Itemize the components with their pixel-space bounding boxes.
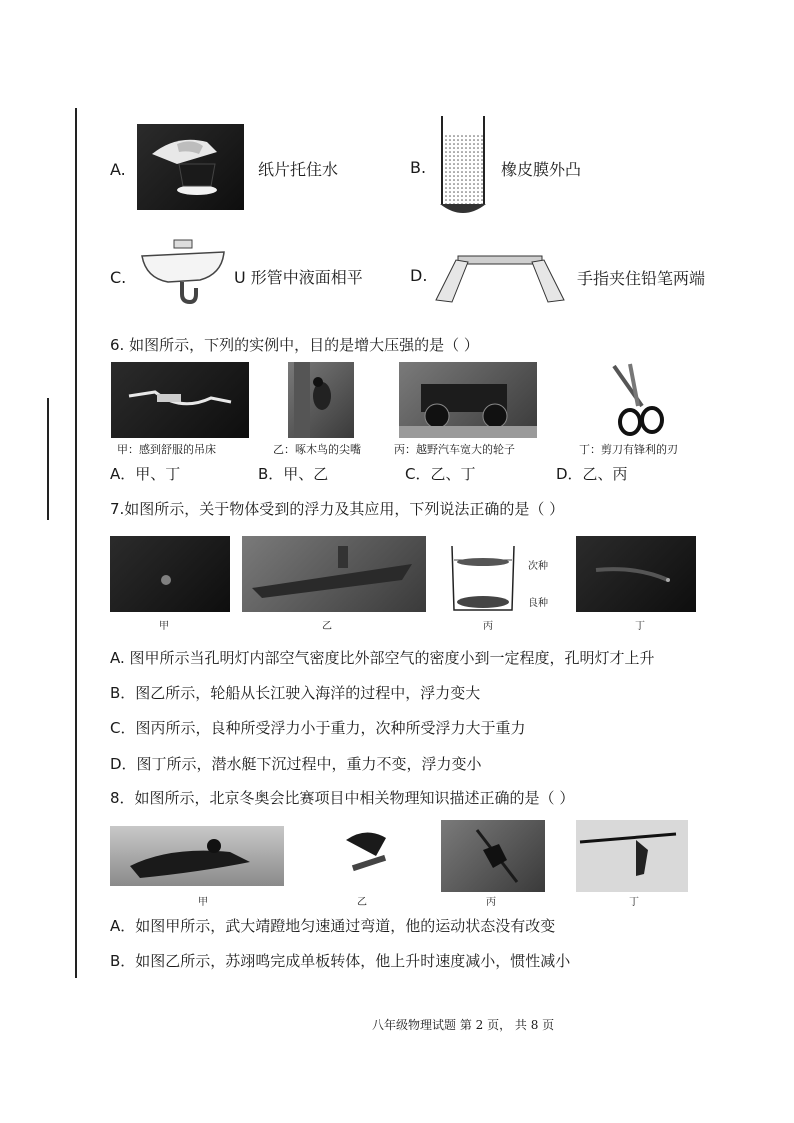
q7-caption-bing: 丙 [483,621,493,632]
q6-caption-woodpecker: 乙：啄木鸟的尖嘴 [273,443,361,456]
q6-option-b: B．甲、乙 [258,465,329,483]
q6-caption-hammock: 甲：感到舒服的吊床 [117,443,216,456]
beaker-illustration [448,542,518,614]
margin-line [75,108,77,978]
aerial-skier-illustration [441,820,545,892]
q6-option-a: A．甲、丁 [110,465,181,483]
q8-caption-jia: 甲 [198,897,208,908]
q5-image-b-rubber-membrane [432,114,494,222]
q6-caption-scissors: 丁：剪刀有锋利的刃 [579,443,678,456]
q6-image-woodpecker [288,362,354,438]
q5-option-c-letter: C. [110,268,127,287]
ship-illustration [242,536,426,612]
q5-image-d-fingers-pencil [432,246,568,306]
margin-line-mark [47,398,49,520]
q5-option-d-text: 手指夹住铅笔两端 [577,269,706,288]
tube-membrane-illustration [432,114,494,222]
q7-option-b: B．图乙所示，轮船从长江驶入海洋的过程中，浮力变大 [110,684,481,702]
lantern-illustration [110,536,230,612]
q5-option-d-letter: D. [410,266,428,285]
q8-option-a: A．如图甲所示，武大靖蹬地匀速通过弯道，他的运动状态没有改变 [110,917,556,935]
q5-option-c-text: U 形管中液面相平 [234,268,363,287]
q7-image-submarine [576,536,696,612]
q8-image-speed-skating [110,826,284,886]
q6-image-hammock [111,362,249,438]
q7-caption-jia: 甲 [159,621,169,632]
q8-option-b: B．如图乙所示，苏翊鸣完成单板转体，他上升时速度减小，惯性减小 [110,952,571,970]
q8-caption-bing: 丙 [486,897,496,908]
q5-option-b-text: 橡皮膜外凸 [501,160,582,179]
q7-option-c: C．图丙所示，良种所受浮力小于重力，次种所受浮力大于重力 [110,719,526,737]
q7-beaker-label-top: 次种 [528,561,548,572]
q6-caption-truck: 丙：越野汽车宽大的轮子 [394,443,515,456]
truck-illustration [399,362,537,438]
q7-caption-ding: 丁 [635,621,645,632]
q8-caption-ding: 丁 [629,897,639,908]
pencil-hands-illustration [432,246,568,306]
page-footer: 八年级物理试题 第 2 页， 共 8 页 [372,1018,555,1032]
freestyle-skier-illustration [576,820,688,892]
scissors-illustration [604,362,670,438]
q6-option-d: D．乙、丙 [556,465,628,483]
q7-option-d: D．图丁所示，潜水艇下沉过程中，重力不变，浮力变小 [110,755,482,773]
q8-stem: 8．如图所示，北京冬奥会比赛项目中相关物理知识描述正确的是（ ） [110,789,575,807]
sink-illustration [138,234,230,308]
q5-option-b-letter: B. [410,158,427,177]
q7-stem: 7.如图所示，关于物体受到的浮力及其应用，下列说法正确的是（ ） [110,500,565,518]
submarine-illustration [576,536,696,612]
q6-stem: 6. 如图所示，下列的实例中，目的是增大压强的是（ ） [110,336,479,354]
q5-image-c-sink-u-pipe [138,234,230,308]
q6-option-c: C．乙、丁 [405,465,476,483]
hand-glass-illustration [137,124,244,210]
q7-image-ship [242,536,426,612]
q7-caption-yi: 乙 [322,621,332,632]
q7-beaker-label-bottom: 良种 [528,598,548,609]
q7-option-a: A. 图甲所示当孔明灯内部空气密度比外部空气的密度小到一定程度，孔明灯才上升 [110,649,655,667]
q7-image-kongming-lantern [110,536,230,612]
q7-image-beaker [448,542,518,614]
snowboarder-illustration [336,826,400,886]
woodpecker-illustration [288,362,354,438]
q5-option-a-text: 纸片托住水 [258,160,339,179]
q8-caption-yi: 乙 [357,897,367,908]
q8-image-freestyle-skiing [576,820,688,892]
hammock-illustration [111,362,249,438]
q6-image-scissors [604,362,670,438]
q5-image-a-paper-holds-water [137,124,244,210]
q8-image-snowboard [336,826,400,886]
q8-image-aerial-skiing [441,820,545,892]
q6-image-offroad-truck [399,362,537,438]
skater-illustration [110,826,284,886]
q5-option-a-letter: A. [110,160,126,179]
